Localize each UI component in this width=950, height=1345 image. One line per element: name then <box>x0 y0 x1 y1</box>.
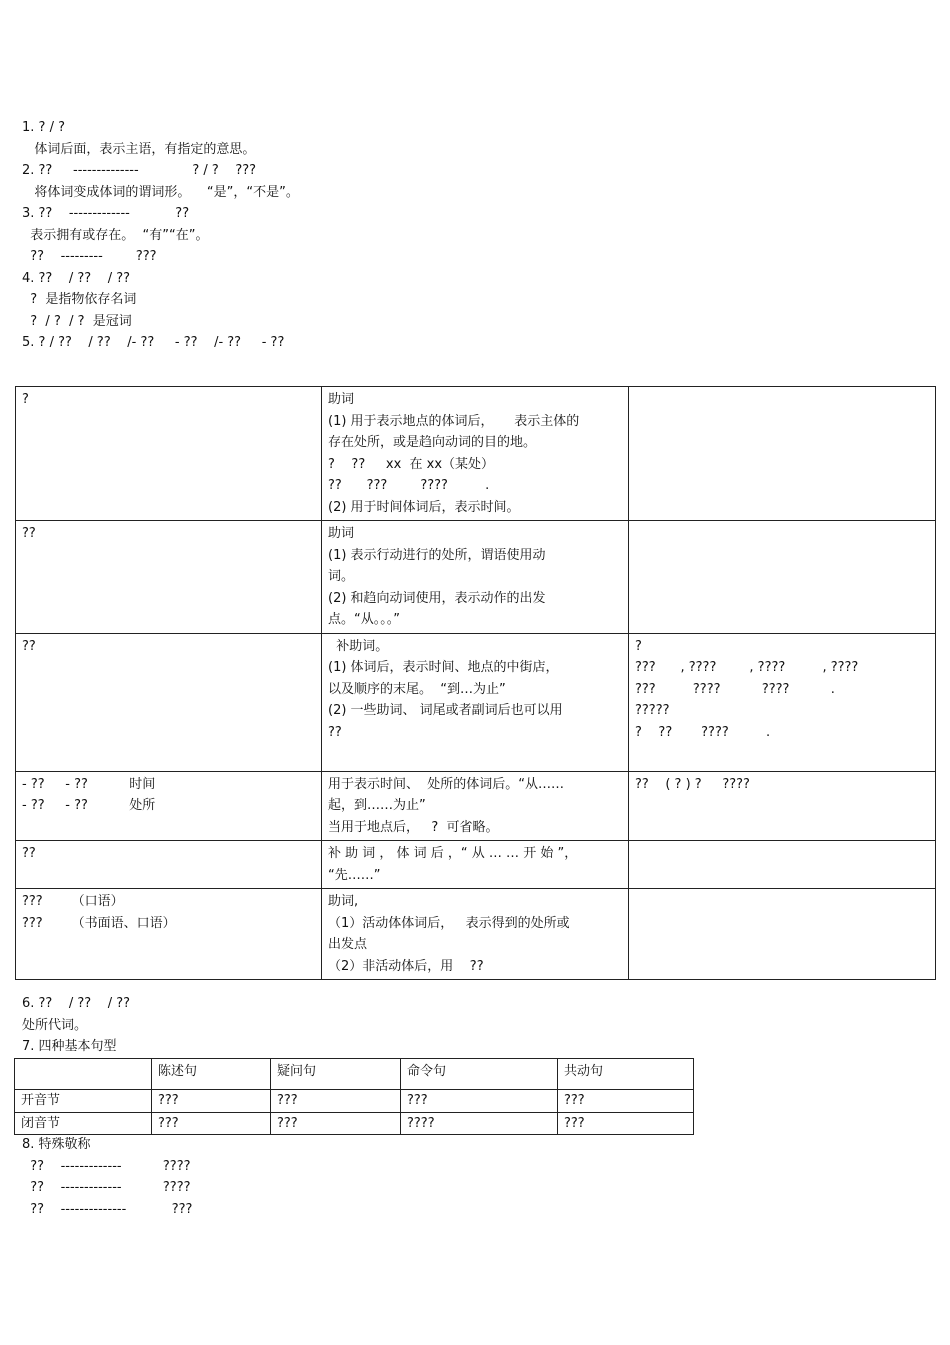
top-notes <box>22 117 299 354</box>
example-cell <box>629 387 936 521</box>
example-cell <box>629 771 936 841</box>
table-cell: ??? <box>271 1090 401 1113</box>
particle-cell <box>16 633 322 771</box>
table-row <box>16 387 936 521</box>
note-line: ? 是指物依存名词 <box>22 292 137 307</box>
cell-text: (2) 用于时间体词后，表示时间。 <box>328 499 520 515</box>
bottom-notes <box>22 1134 192 1220</box>
cell-text: 助词 <box>328 526 355 541</box>
cell-text: ? <box>22 392 29 407</box>
particle-cell <box>16 387 322 521</box>
table-header-row <box>15 1059 694 1090</box>
table-row <box>16 889 936 980</box>
cell-text: ?? <box>22 526 36 541</box>
cell-text: 补助词。 <box>328 638 389 654</box>
table-cell: ??? <box>152 1112 271 1135</box>
cell-text: 助词, <box>328 894 359 909</box>
note-line: 表示拥有或存在。 “有”“在”。 <box>22 227 209 243</box>
explanation-cell <box>322 633 629 771</box>
cell-text: ? ?? xx 在 xx（某处） <box>328 456 495 472</box>
cell-text: (1) 体词后，表示时间、地点的中街店， <box>328 660 559 675</box>
note-line: 体词后面，表示主语，有指定的意思。 <box>22 141 256 157</box>
table-row <box>15 1090 694 1113</box>
example-cell <box>629 633 936 771</box>
cell-text: （2）非活动体后，用 ?? <box>328 958 484 974</box>
table-cell: ??? <box>401 1090 558 1113</box>
cell-text: ??? （书面语、口语） <box>22 915 176 931</box>
note-line: ?? ------------- ???? <box>22 1158 191 1174</box>
table-cell: ??? <box>558 1112 694 1135</box>
cell-text: ????? <box>635 703 670 718</box>
cell-text: 出发点 <box>328 937 368 952</box>
note-line: 处所代词。 <box>22 1017 88 1033</box>
note-line: ? / ? / ? 是冠词 <box>22 313 132 329</box>
cell-text: - ?? - ?? 时间 <box>22 776 156 792</box>
sentence-type-table <box>14 1058 694 1135</box>
note-line: 5. ? / ?? / ?? /- ?? - ?? /- ?? - ?? <box>22 335 285 350</box>
cell-text: ?? <box>22 846 36 861</box>
cell-text: 助词 <box>328 392 355 407</box>
cell-text: ??? （口语） <box>22 894 124 909</box>
cell-text: 以及顺序的末尾。 “到…为止” <box>328 681 506 697</box>
table-row <box>15 1112 694 1135</box>
cell-text: 补 助 词 ， 体 词 后 ，“ 从 … … 开 始 ”， <box>328 846 578 861</box>
cell-text: 词。 <box>328 569 355 584</box>
cell-text: ?? <box>22 638 36 654</box>
note-line: 7. 四种基本句型 <box>22 1039 117 1054</box>
table-row <box>16 771 936 841</box>
table-cell: ??? <box>271 1112 401 1135</box>
table-row <box>16 521 936 634</box>
middle-notes <box>22 993 130 1058</box>
note-line: 6. ?? / ?? / ?? <box>22 996 131 1011</box>
cell-text: 用于表示时间、 处所的体词后。“从…… <box>328 776 564 792</box>
particle-cell <box>16 521 322 634</box>
cell-text: （1）活动体体词后， 表示得到的处所或 <box>328 915 570 931</box>
note-line: 将体词变成体词的谓词形。 “是”，“不是”。 <box>22 184 299 200</box>
table-cell: ??? <box>152 1090 271 1113</box>
explanation-cell <box>322 771 629 841</box>
row-label-cell: 闭音节 <box>15 1112 152 1135</box>
cell-text: ?? ??? ???? . <box>328 478 490 493</box>
explanation-cell <box>322 889 629 980</box>
header-cell: 命令句 <box>401 1059 558 1090</box>
example-cell <box>629 889 936 980</box>
particle-table <box>15 386 936 980</box>
cell-text: ? <box>635 638 642 654</box>
note-line: 3. ?? ------------- ?? <box>22 206 190 221</box>
particle-cell <box>16 889 322 980</box>
cell-text: 点。“从。。。” <box>328 612 400 627</box>
cell-text: ?? ( ? ) ? ???? <box>635 776 750 792</box>
cell-text: - ?? - ?? 处所 <box>22 798 156 813</box>
particle-cell <box>16 841 322 889</box>
table-cell: ???? <box>401 1112 558 1135</box>
note-line: ?? --------- ??? <box>22 249 157 264</box>
note-line: ?? -------------- ??? <box>22 1201 193 1217</box>
cell-text: (1) 用于表示地点的体词后， 表示主体的 <box>328 413 580 429</box>
cell-text: 存在处所，或是趋向动词的目的地。 <box>328 435 537 450</box>
example-cell <box>629 521 936 634</box>
cell-text: ??? ???? ???? . <box>635 681 835 697</box>
header-cell: 陈述句 <box>152 1059 271 1090</box>
note-line: 2. ?? -------------- ? / ? ??? <box>22 163 257 178</box>
particle-cell <box>16 771 322 841</box>
cell-text: ? ?? ???? . <box>635 724 771 740</box>
cell-text: “先……” <box>328 867 381 883</box>
explanation-cell <box>322 841 629 889</box>
header-cell: 共动句 <box>558 1059 694 1090</box>
cell-text: ??? , ???? , ???? , ???? <box>635 660 859 675</box>
cell-text: 起，到……为止” <box>328 798 426 813</box>
cell-text: (2) 和趋向动词使用，表示动作的出发 <box>328 590 546 606</box>
note-line: 4. ?? / ?? / ?? <box>22 270 131 286</box>
table-row <box>16 633 936 771</box>
header-cell: 疑问句 <box>271 1059 401 1090</box>
example-cell <box>629 841 936 889</box>
note-line: ?? ------------- ???? <box>22 1180 191 1195</box>
explanation-cell <box>322 387 629 521</box>
header-cell <box>15 1059 152 1090</box>
cell-text: 当用于地点后， ? 可省略。 <box>328 819 499 835</box>
note-line: 8. 特殊敬称 <box>22 1137 91 1152</box>
table-cell: ??? <box>558 1090 694 1113</box>
cell-text: (1) 表示行动进行的处所，谓语使用动 <box>328 547 546 563</box>
note-line: 1. ? / ? <box>22 120 65 135</box>
cell-text: (2) 一些助词、 词尾或者副词后也可以用 <box>328 703 563 718</box>
explanation-cell <box>322 521 629 634</box>
cell-text: ?? <box>328 724 342 740</box>
row-label-cell: 开音节 <box>15 1090 152 1113</box>
table-row <box>16 841 936 889</box>
